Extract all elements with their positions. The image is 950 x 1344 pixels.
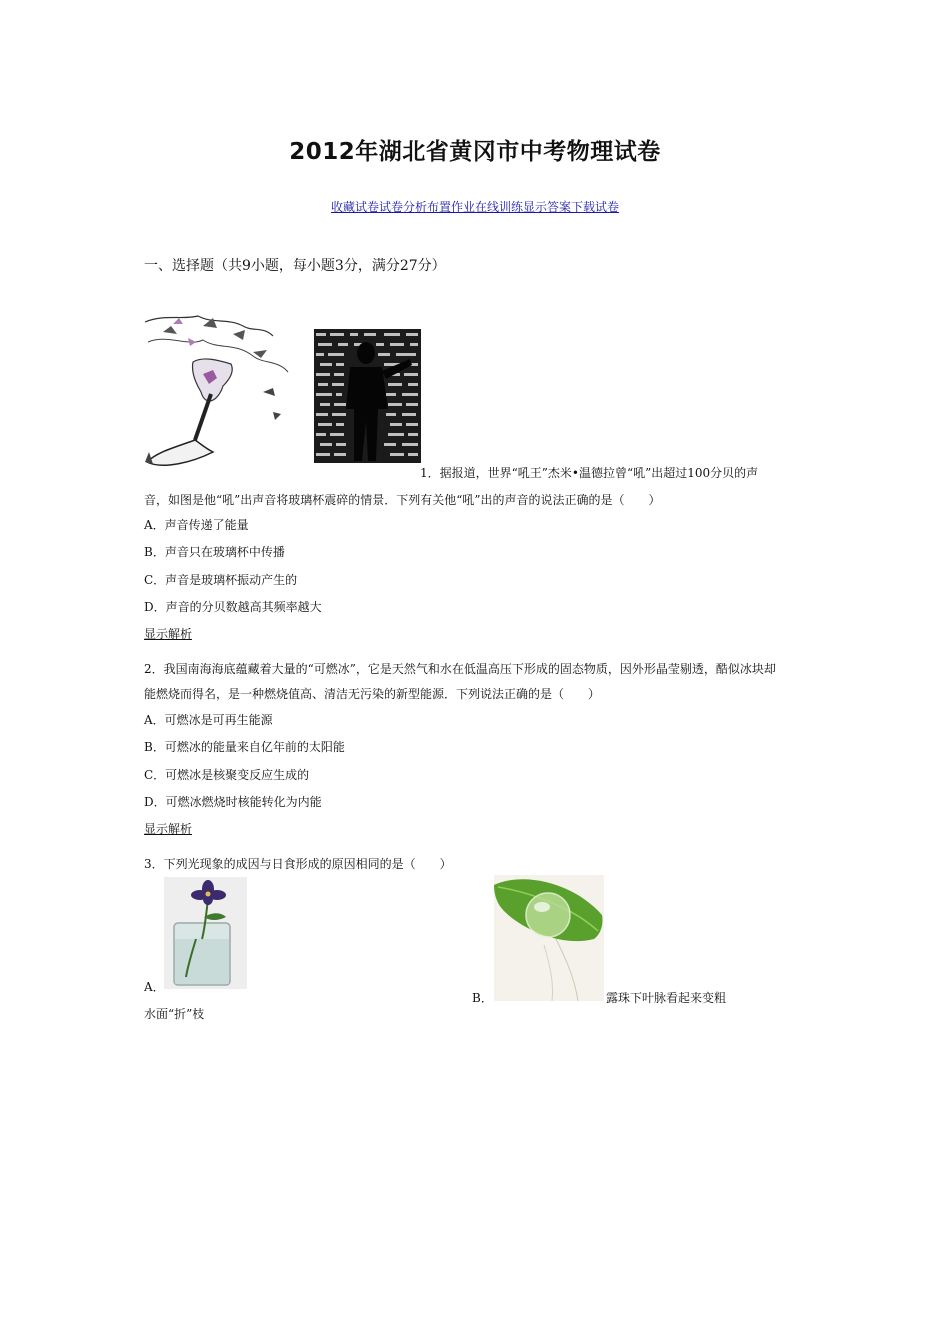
question-3-option-b-letter[interactable]: B． [472,991,493,1005]
question-1-stem-line2: 音，如图是他“吼”出声音将玻璃杯震碎的情景．下列有关他“吼”出的声音的说法正确的是（ ） [144,493,661,507]
man-shouting-silhouette-image [314,329,421,463]
question-1-option-b[interactable]: B．声音只在玻璃杯中传播 [144,545,285,559]
link-analysis[interactable]: 试卷分析 [378,200,427,214]
question-3-option-a-caption: 水面“折”枝 [144,1007,205,1021]
question-3-stem: 3．下列光现象的成因与日食形成的原因相同的是（ ） [144,857,452,871]
question-1-stem-line1: 1．据报道，世界“吼王”杰米•温德拉曾“吼”出超过100分贝的声 [420,466,759,480]
shattering-wine-glass-image [143,312,291,477]
flower-in-water-glass-image [164,877,247,989]
dew-drop-on-leaf-image [494,875,604,1001]
question-3-option-a-letter[interactable]: A． [144,980,165,994]
question-2-stem-line1: 2．我国南海海底蕴藏着大量的“可燃冰”，它是天然气和水在低温高压下形成的固态物质，因外形晶莹剔透，酷似冰块却 [144,662,776,676]
question-2-option-a[interactable]: A．可燃冰是可再生能源 [144,713,273,727]
question-1-option-a[interactable]: A．声音传递了能量 [144,518,249,532]
question-1-option-c[interactable]: C．声音是玻璃杯振动产生的 [144,573,298,587]
question-1-show-analysis-link[interactable]: 显示解析 [144,627,193,641]
question-2-option-d[interactable]: D．可燃冰燃烧时核能转化为内能 [144,795,322,809]
link-show-answers[interactable]: 显示答案 [523,200,572,214]
question-2-stem-line2: 能燃烧而得名，是一种燃烧值高、清洁无污染的新型能源．下列说法正确的是（ ） [144,687,601,701]
link-collect[interactable]: 收藏试卷 [330,200,379,214]
section-heading: 一、选择题（共9小题，每小题3分，满分27分） [144,258,446,274]
question-2-show-analysis-link[interactable]: 显示解析 [144,822,193,836]
question-1-option-d[interactable]: D．声音的分贝数越高其频率越大 [144,600,322,614]
link-online-training[interactable]: 在线训练 [475,200,524,214]
question-2-option-b[interactable]: B．可燃冰的能量来自亿年前的太阳能 [144,740,345,754]
question-3-option-b-caption: 露珠下叶脉看起来变粗 [606,991,727,1005]
question-2-option-c[interactable]: C．可燃冰是核聚变反应生成的 [144,768,310,782]
page-title: 2012年湖北省黄冈市中考物理试卷 [289,139,661,165]
link-download[interactable]: 下载试卷 [571,200,620,214]
link-assign[interactable]: 布置作业 [426,200,475,214]
toolbar-links [0,198,950,215]
